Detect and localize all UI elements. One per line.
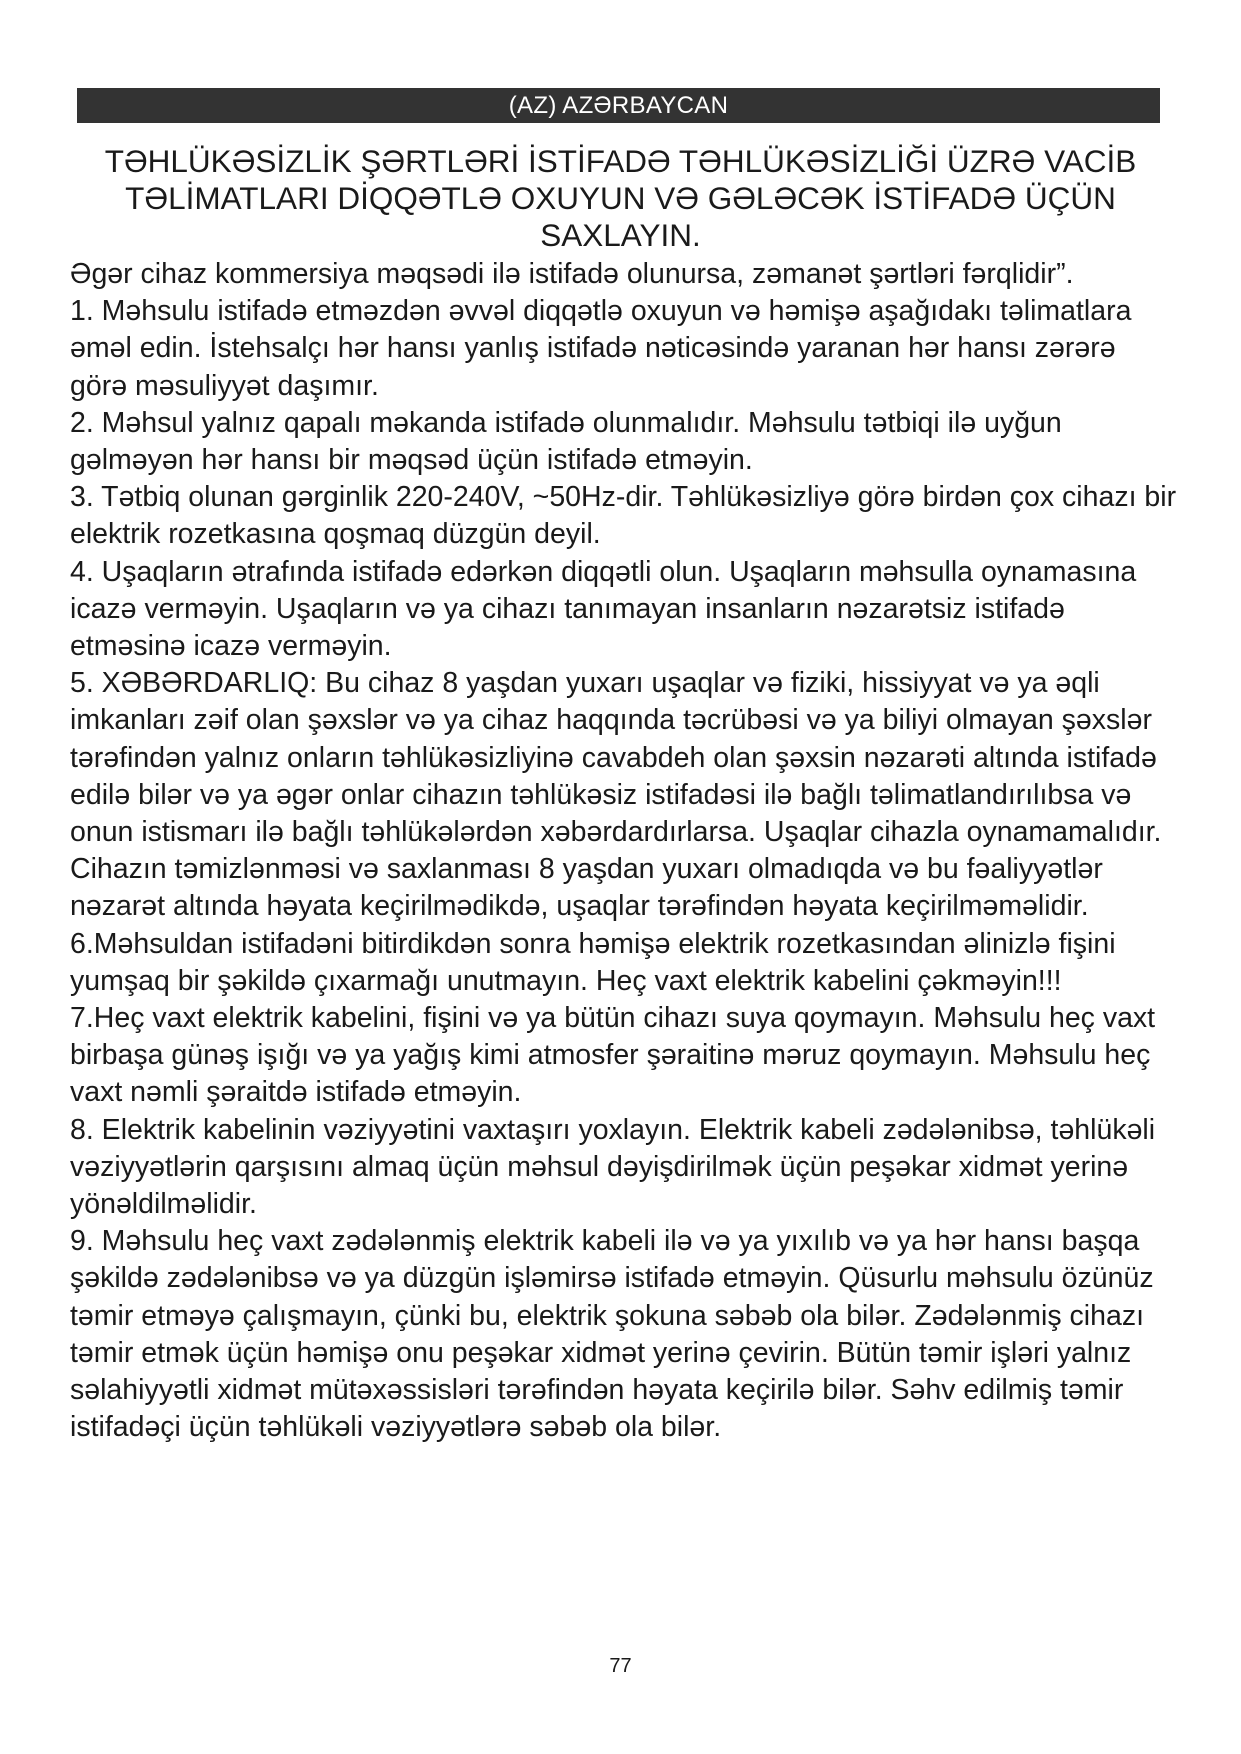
safety-instructions [70,256,1180,1447]
instruction-item-4: 4. Uşaqların ətrafında istifadə edərkən diqqətli olun. Uşaqların məhsulla oynamasına icazə verməyin. Uşaqların və ya cihazı tanımayan insanların nəzarətsiz istifadə etməsinə icazə verməyin. [70,555,1137,663]
instruction-item-9: 9. Məhsulu heç vaxt zədələnmiş elektrik kabeli ilə və ya yıxılıb və ya hər hansı başqa şəkildə zədələnibsə və ya düzgün işləmirsə istifadə etməyin. Qüsurlu məhsulu özünüz təmir etməyə çalışmayın, çünki bu, elektrik şokuna səbəb ola bilər. Zədələnmiş cihazı təmir etmək üçün həmişə onu peşəkar xidmət yerinə çevirin. Bütün təmir işləri yalnız səlahiyyətli xidmət mütəxəssisləri tərəfindən həyata keçirilə bilər. Səhv edilmiş təmir istifadəçi üçün təhlükəli vəziyyətlərə səbəb ola bilər. [70,1225,1154,1444]
warranty-note: Əgər cihaz kommersiya məqsədi ilə istifadə olunursa, zəmanət şərtləri fərqlidir”. [70,258,1074,290]
instruction-item-7: 7.Heç vaxt elektrik kabelini, fişini və ya bütün cihazı suya qoymayın. Məhsulu heç vaxt birbaşa günəş işığı və ya yağış kimi atmosfer şəraitinə məruz qoymayın. Məhsulu heç vaxt nəmli şəraitdə istifadə etməyin. [70,1002,1156,1109]
language-header-bar: (AZ) AZƏRBAYCAN [77,88,1160,123]
page-number: 77 [609,1655,632,1677]
instruction-item-3: 3. Tətbiq olunan gərginlik 220-240V, ~50Hz-dir. Təhlükəsizliyə görə birdən çox cihazı bir elektrik rozetkasına qoşmaq düzgün deyil. [70,481,1177,551]
instruction-item-5: 5. XƏBƏRDARLIQ: Bu cihaz 8 yaşdan yuxarı uşaqlar və fiziki, hissiyyat və ya əqli imkanları zəif olan şəxslər və ya cihaz haqqında təcrübəsi və ya biliyi olmayan şəxslər tərəfindən yalnız onların təhlükəsizliyinə cavabdeh olan şəxsin nəzarəti altında istifadə edilə bilər və ya əgər onlar cihazın təhlükəsiz istifadəsi ilə bağlı təlimatlandırılıbsa və onun istismarı ilə bağlı təhlükələrdən xəbərdardırlarsa. Uşaqlar cihazla oynamamalıdır. Cihazın təmizlənməsi və saxlanması 8 yaşdan yuxarı olmadıqda və bu fəaliyyətlər nəzarət altında həyata keçirilmədikdə, uşaqlar tərəfindən həyata keçirilməməlidir. [70,667,1162,923]
instruction-item-6: 6.Məhsuldan istifadəni bitirdikdən sonra həmişə elektrik rozetkasından əlinizlə fişini yumşaq bir şəkildə çıxarmağı unutmayın. Heç vaxt elektrik kabelini çəkməyin!!! [70,927,1116,997]
instruction-item-8: 8. Elektrik kabelinin vəziyyətini vaxtaşırı yoxlayın. Elektrik kabeli zədələnibsə, təhlükəli vəziyyətlərin qarşısını almaq üçün məhsul dəyişdirilmək üçün peşəkar xidmət yerinə yönəldilməlidir. [70,1113,1156,1221]
instruction-item-1: 1. Məhsulu istifadə etməzdən əvvəl diqqətlə oxuyun və həmişə aşağıdakı təlimatlara əməl edin. İstehsalçı hər hansı yanlış istifadə nəticəsində yaranan hər hansı zərərə görə məsuliyyət daşımır. [70,295,1132,402]
instruction-item-2: 2. Məhsul yalnız qapalı məkanda istifadə olunmalıdır. Məhsulu tətbiqi ilə uyğun gəlməyən hər hansı bir məqsəd üçün istifadə etməyin. [70,406,1062,477]
safety-title: TƏHLÜKƏSİZLİK ŞƏRTLƏRİ İSTİFADƏ TƏHLÜKƏSİZLİĞİ ÜZRƏ VACİB TƏLİMATLARI DİQQƏTLƏ OXUYUN VƏ GƏLƏCƏK İSTİFADƏ ÜÇÜN SAXLAYIN. [104,143,1137,253]
